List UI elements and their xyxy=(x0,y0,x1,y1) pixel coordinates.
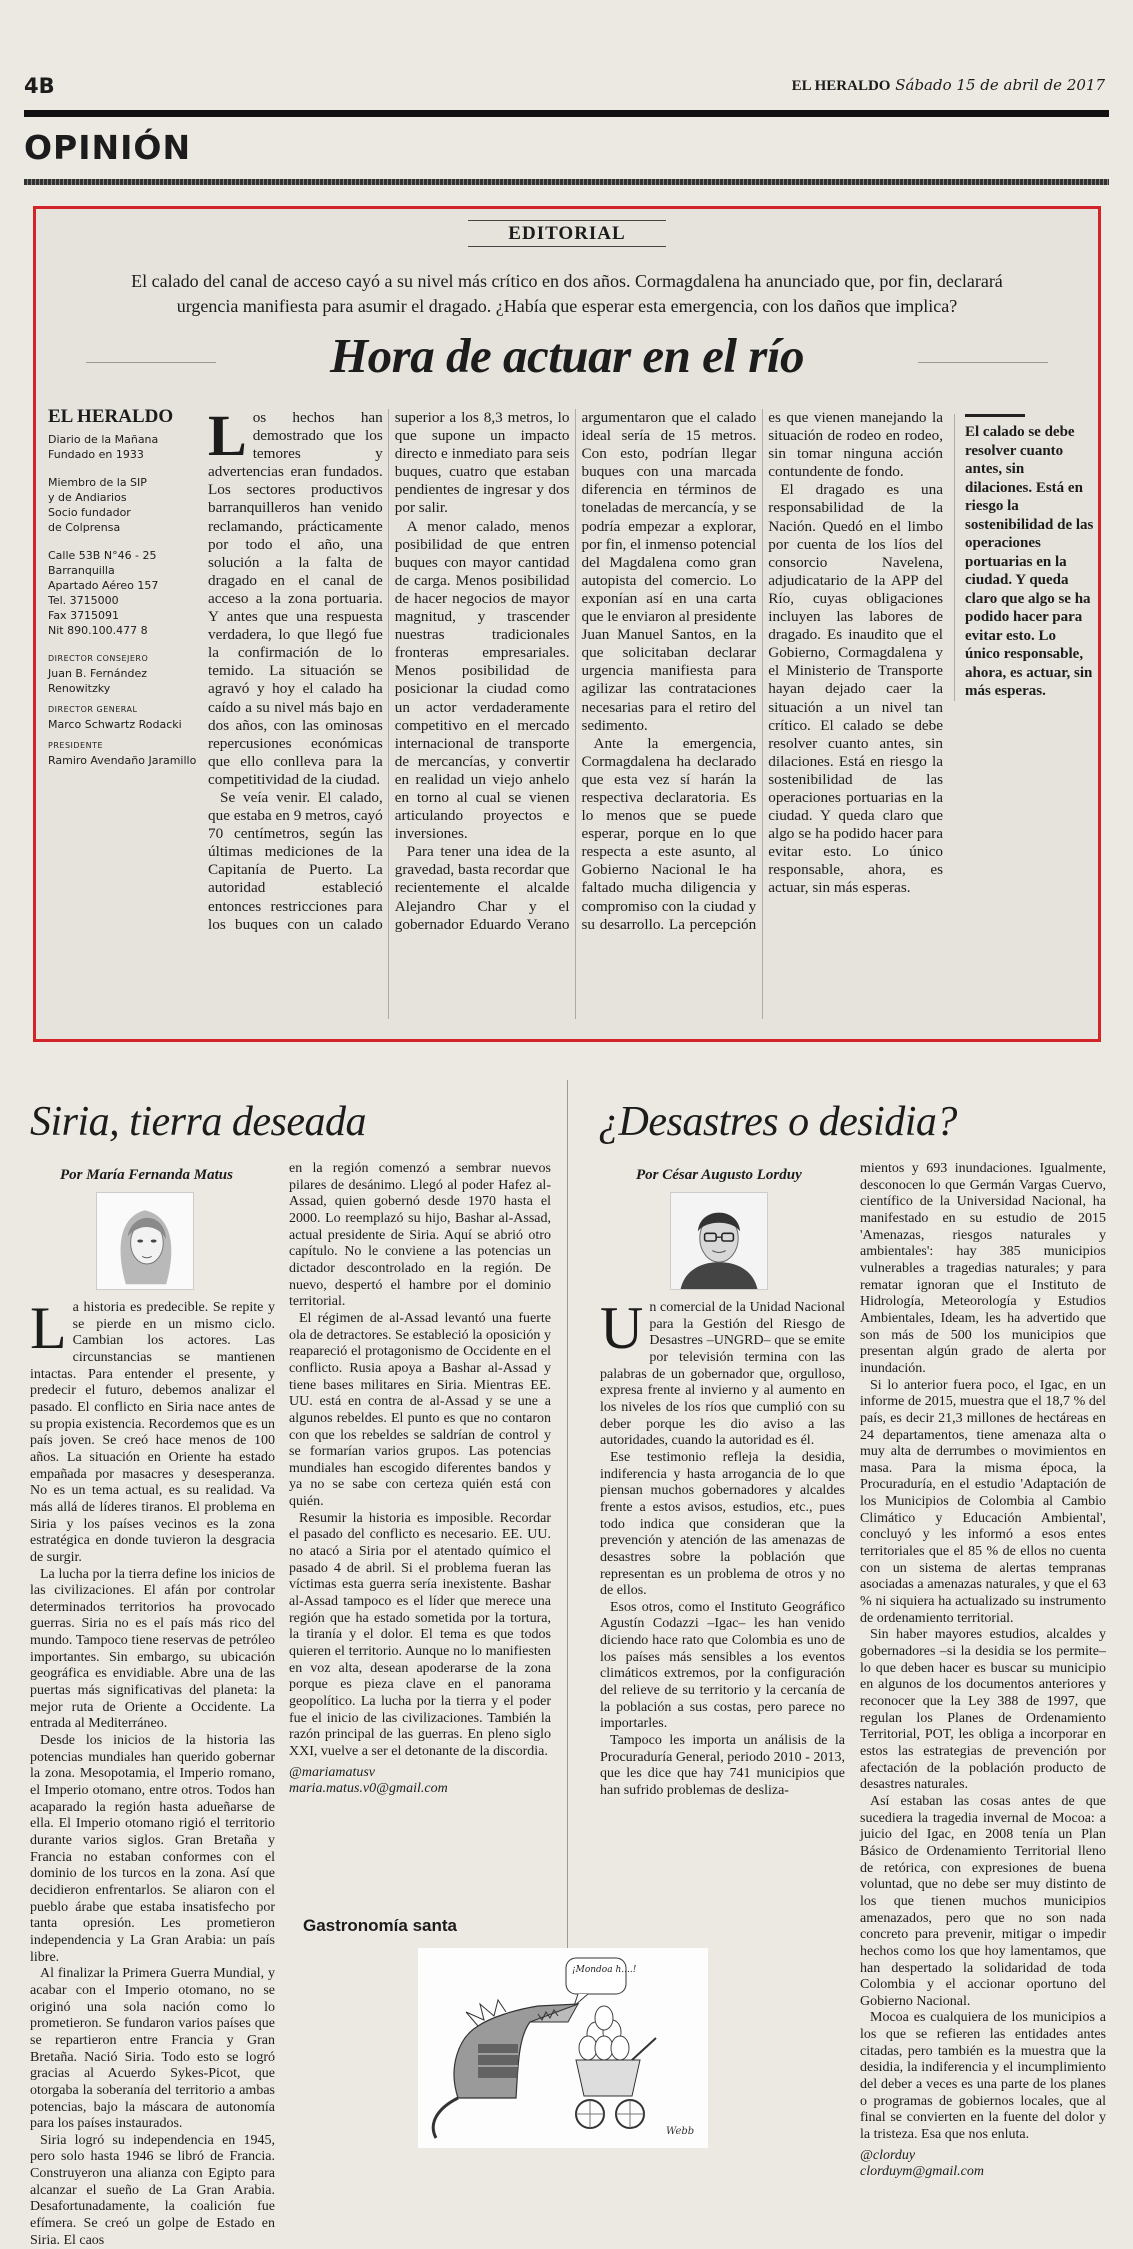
cartoon-image xyxy=(418,1948,708,2148)
editorial-lead: El calado del canal de acceso cayó a su nivel más crítico en dos años. Cormagdalena ha anunciado que, por fin, declarará urgencia manifiesta para asumir el dragado. ¿Había que esperar esta emergencia, con los daños que implica? xyxy=(131,271,1003,316)
siria-paragraph: Siria logró su independencia en 1945, pero solo hasta 1946 se libró de Francia. Construyeron una alianza con Egipto para alcanzar el sueño de La Gran Arabia. Desafortunadamente, la coalición fue efímera. Se creó un golpe de Estado en Siria. El caos xyxy=(30,2132,275,2248)
siria-author-portrait xyxy=(96,1192,194,1290)
masthead-staff: DIRECTOR CONSEJERO Juan B. Fernández Renowitzky DIRECTOR GENERAL Marco Schwartz Rodacki PRESIDENTE Ramiro Avendaño Jaramillo xyxy=(48,654,197,767)
siria-author-email[interactable]: maria.matus.v0@gmail.com xyxy=(289,1781,448,1797)
cartoonist-signature: Webb xyxy=(666,2126,695,2137)
desastres-column-b xyxy=(860,1161,1106,2180)
masthead-memberships: Miembro de la SIP y de Andiarios Socio fundador de Colprensa xyxy=(48,476,147,534)
page-folio: 4B xyxy=(24,74,55,98)
siria-byline: Por María Fernanda Matus xyxy=(60,1167,233,1183)
siria-paragraph: La historia es predecible. Se repite y se pierde en un mismo ciclo. Cambian los actores. Las circunstancias se mantienen intactas. Para entender el presente, y predecir el futuro, debemos analizar el pasado. El conflicto en Siria nace antes de su propia existencia. Recordemos que es un país joven. Se creó hace menos de 100 años. La situación en Oriente ha estado empañada por masacres y desesperanza. No es un tema actual, es su realidad. Va más allá de líderes tiranos. El problema en Siria y los países vecinos es la zona estratégica en donde tuvieron la desgracia de surgir. xyxy=(30,1295,275,1565)
desastres-paragraph: Si lo anterior fuera poco, el Igac, en un informe de 2015, muestra que el 18,7 % del país, es decir 21,3 millones de hectáreas en 24 departamentos, tiene amenaza alta o muy alta de derrumbes o movimientos en masa. Para la misma época, la Procuraduría, en el estudio 'Adaptación de los Municipios de Colombia al Cambio Climático y Educación Ambiental', concluyó y les informó a esos entes territoriales que el 85 % de ellos no cuenta con un sistema de alertas tempranas asociadas a amenazas naturales, y que el 63 % ni siquiera ha actualizado su instrumento de ordenamiento territorial. xyxy=(860,1377,1106,1626)
portrait-illustration-icon xyxy=(671,1193,767,1289)
desastres-author-handle[interactable]: @clorduy xyxy=(860,2147,916,2163)
editorial-paragraph: Los hechos han demostrado que los temores y advertencias eran fundados. Los sectores productivos barranquilleros han venido reclamando, prácticamente por todo el año, una solución a la falta de dragado en el canal de acceso a la zona portuaria. Y antes que una respuesta verdadera, lo que llegó fue la confirmación de lo temido. La situación se agravó y hoy el calado ha caído a su nivel más bajo en dos años, con las ominosas repercusiones económicas que ello conlleva para la competitividad de la ciudad. xyxy=(208,403,383,788)
publication-name: EL HERALDO xyxy=(791,78,891,94)
masthead-brand: EL HERALDO xyxy=(48,406,174,427)
cartoon-title: Gastronomía santa xyxy=(303,1916,457,1935)
crocodile-cartoon-icon xyxy=(418,1948,708,2148)
masthead-founding: Diario de la Mañana Fundado en 1933 xyxy=(48,433,159,461)
siria-paragraph: en la región comenzó a sembrar nuevos pilares de desánimo. Llegó al poder Hafez al-Assad, quien gobernó desde 1970 hasta el 2000. Lo reemplazó su hijo, Bashar al-Assad, actual presidente de Siria. Aquí se abrió otro capítulo. No le conviene a las potencias un dictador descontrolado en la región. De nuevo, despertó el hambre por el dominio territorial. xyxy=(289,1161,551,1310)
editorial-headline: Hora de actuar en el río xyxy=(36,327,1098,384)
siria-paragraph: Resumir la historia es imposible. Recordar el pasado del conflicto es necesario. EE. UU. no atacó a Siria por el atentado químico el pasado 4 de abril. Si el problema fueran las víctimas esta guerra sería inexistente. Bashar al-Assad tampoco es el líder que merece una región que ha estado sometida por la tortura, la tiranía y el dolor. El tema es que todos quieren el territorio. Aunque no lo manifiesten en voz alta, desean apoderarse de la zona porque es pieza clave en el panorama geopolítico. La lucha por la tierra y el poder fue el inicio de las civilizaciones. También la razón principal de las guerras. En pleno siglo XXI, vuelve a ser el detonante de la discordia. xyxy=(289,1510,551,1759)
masthead xyxy=(48,406,218,768)
siria-paragraph: Desde los inicios de la historia las potencias mundiales han querido gobernar la zona. Mesopotamia, el Imperio romano, el Imperio otomano, entre otros. Todos han acaparado la región hasta adueñarse de ella. El Imperio otomano rigió el territorio durante varios siglos. Gran Bretaña y Francia no estaban conformes con el dominio de los turcos en la zona. Así que decidieron enfrentarlos. Se aliaron con el pueblo árabe que estaba insatisfecho por tanta opresión. Les prometieron independencia y La Gran Arabia: un país libre. xyxy=(30,1733,275,1965)
siria-author-handle[interactable]: @mariamatusv xyxy=(289,1764,375,1780)
editorial-paragraph: Se veía venir. El calado, que estaba en 9 metros, cayó 70 centímetros, según las últimas mediciones de la Capitanía de Puerto. La autoridad estableció entonces restricciones para los buques con un calado superior a los 8,3 metros, lo que supone un impacto directo e inmediato para seis buques, cuatro que estaban pendientes de ingresar y dos por salir. xyxy=(208,409,570,933)
desastres-column-a xyxy=(600,1295,845,1940)
masthead-address: Calle 53B N°46 - 25 Barranquilla Apartado Aéreo 157 Tel. 3715000 Fax 3715091 Nit 890.100.477 8 xyxy=(48,549,159,637)
desastres-paragraph: Tampoco les importa un análisis de la Procuraduría General, periodo 2010 - 2013, que les dice que hay 741 municipios que han sufrido problemas de desliza- xyxy=(600,1733,845,1799)
siria-paragraph: Al finalizar la Primera Guerra Mundial, y acabar con el Imperio otomano, no se originó una sola nación como lo prometieron. Se fundaron varios países que se repartieron entre Francia y Gran Bretaña. Nació Siria. Todo esto se logró gracias al Acuerdo Sykes-Picot, que otorgaba la soberanía del territorio a ambas potencias, bajo la máscara de autonomía para los países instaurados. xyxy=(30,1966,275,2132)
siria-paragraph: La lucha por la tierra define los inicios de las civilizaciones. El afán por controlar determinados territorios ha provocado guerras. Siria no es el país más rico del mundo. Tampoco tiene reservas de petróleo importantes. Sin embargo, su ubicación geográfica es envidiable. Abre una de las puertas más significativas del planeta: la mejor ruta de Oriente a Occidente. La entrada al Mediterráneo. xyxy=(30,1566,275,1732)
top-rule xyxy=(24,110,1109,117)
desastres-paragraph: Así estaban las cosas antes de que sucediera la tragedia invernal de Mocoa: a juicio del Igac, en 2008 tenía un Plan Básico de Ordenamiento Territorial lleno de retórica, con expresiones de buena voluntad, que no debe ser muy distinto de los que tienen muchos municipios amenazados, pero que no son nada concreto para prevenir, mitigar o impedir hechos como los que hoy lamentamos, que han despertado la solidaridad de toda Colombia y el accionar oportuno del Gobierno Nacional. xyxy=(860,1793,1106,2009)
desastres-paragraph: Mocoa es cualquiera de los municipios a los que se refieren las entidades antes citadas, pero también es la muestra que la desidia, la indiferencia y el incumplimiento del deber a veces es una parte de los planes o programas de gobiernos locales, que al final se convierten en la fuente del dolor y la tristeza. Esa que nos enluta. xyxy=(860,2010,1106,2143)
desastres-paragraph: Esos otros, como el Instituto Geográfico Agustín Codazzi –Igac– les han venido diciendo hace rato que Colombia es uno de los países más sensibles a los eventos climáticos extremos, por la configuración del relieve de su territorio y la cercanía de la población a sus costas, pero parece no importarles. xyxy=(600,1599,845,1732)
siria-title: Siria, tierra deseada xyxy=(30,1099,366,1145)
editorial-paragraph: Ante la emergencia, Cormagdalena ha declarado que esta vez sí harán la respectiva declaratoria. Es lo menos que se puede esperar, porque en lo que respecta a este asunto, al Gobierno Nacional le ha faltado mucha diligencia y compromiso con la ciudad y su desarrollo. La percepción es que vienen manejando la situación de rodeo en rodeo, sin tomar ninguna acción contundente de fondo. xyxy=(581,409,943,933)
desastres-author-email[interactable]: clorduym@gmail.com xyxy=(860,2164,984,2180)
desastres-byline: Por César Augusto Lorduy xyxy=(636,1167,802,1183)
editorial-paragraph: A menor calado, menos posibilidad de que entren buques con mayor cantidad de carga. Menos posibilidad de hacer negocios de mayor magnitud, y trascender nuestras tradicionales fronteras empresariales. Menos posibilidad de posicionar la ciudad como un actor verdaderamente competitivo en el mercado internacional de transporte de mercancías, y convertir en realidad un viejo anhelo en torno al cual se vienen articulando proyectos e inversiones. xyxy=(394,517,570,843)
editorial-paragraph: Para tener una idea de la gravedad, basta recordar que recientemente el alcalde Alejandro Char y el gobernador Eduardo Verano argumentaron que el calado ideal sería de 15 metros. Con esto, podrían llegar buques con una marcada diferencia en términos de toneladas de mercancía, y se podría empezar a explorar, por fin, el inmenso potencial del Magdalena como gran autopista del comercio. Lo exponían así en una carta que le enviaron al presidente Juan Manuel Santos, en la que solicitaban declarar urgencia manifiesta para agilizar las contrataciones necesarias para el retiro del sedimento. xyxy=(394,409,757,933)
desastres-author-portrait xyxy=(670,1192,768,1290)
editorial-pull-quote: El calado se debe resolver cuanto antes, sin dilaciones. Está en riesgo la sostenibilidad de las operaciones portuarias en la ciudad. Y queda claro que algo se ha podido hacer para evitar esto. Lo único responsable, ahora, es actuar, sin más esperas. xyxy=(954,414,1094,701)
portrait-illustration-icon xyxy=(97,1193,193,1289)
editorial-paragraph: El dragado es una responsabilidad de la Nación. Quedó en el limbo por cuenta de los líos del consorcio Navelena, adjudicatario de la APP del Río, cuyas obligaciones incluyen las labores de dragado. Es inaudito que el Gobierno, Cormagdalena y el Ministerio de Transporte hayan dejado caer la situación a un nivel tan crítico. El calado se debe resolver cuanto antes, sin dilaciones. Está en riesgo la sostenibilidad de las operaciones portuarias en la ciudad. Y queda claro que algo se ha podido hacer para evitar esto. Lo único responsable, ahora, es actuar, sin más esperas. xyxy=(768,481,943,897)
section-rule xyxy=(24,179,1109,185)
issue-date: Sábado 15 de abril de 2017 xyxy=(895,76,1105,94)
siria-paragraph: El régimen de al-Assad levantó una fuerte ola de detractores. Se estableció la oposición y reapareció el protagonismo de Occidente en el conflicto. Rusia apoya a Bashar al-Assad y tiene bases militares en Siria. Mientras EE. UU. está en contra de al-Assad y se une a algunos rebeldes. El punto es que no contaron con que los rebeldes se saldrían de control y se formarían varios grupos. Las potencias mundiales han escogido diferentes bandos y ya no se sabe con certeza quién está con quién. xyxy=(289,1310,551,1510)
desastres-paragraph: mientos y 693 inundaciones. Igualmente, desconocen lo que Germán Vargas Cuervo, científico de la Universidad Nacional, ha manifestado en su estudio de 2015 'Amenazas, riesgos naturales y ambientales': hay 385 municipios vulnerables a tragedias naturales; y para rematar ignoran que el Instituto de Hidrología, Meteorología y Estudios Ambientales, Ideam, les ha advertido que son más de 500 los municipios que presentan algún grado de alerta por inundación. xyxy=(860,1161,1106,1376)
cartoon-speech: ¡Mondoa h....! xyxy=(572,1965,637,1975)
desastres-title: ¿Desastres o desidia? xyxy=(598,1099,957,1145)
desastres-paragraph: Ese testimonio refleja la desidia, indiferencia y hasta arrogancia de lo que piensan muchos gobernadores y alcaldes frente a estos avisos, estudios, etc., pues todo indica que consideran que la prevención y atención de las amenazas de desastres sobre la población que representan es un problema de otros y no de ellos. xyxy=(600,1449,845,1599)
publication-date xyxy=(792,76,1105,95)
editorial-body xyxy=(208,403,943,1019)
siria-column-b xyxy=(289,1161,551,1906)
editorial-box xyxy=(33,206,1101,1042)
editorial-kicker: EDITORIAL xyxy=(36,223,1098,245)
section-title: OPINIÓN xyxy=(24,128,192,167)
siria-column-a xyxy=(30,1295,275,2248)
desastres-paragraph: Sin haber mayores estudios, alcaldes y gobernadores –si la desidia se los permite– lo que deben hacer es buscar su municipio en algunos de los documentos anteriores y reconocer que la Ley 388 de 1997, que regulan los Planes de Ordenamiento Territorial, POT, les obliga a incorporar en estos las estrategias de prevención por afectación de la población producto de desastres naturales. xyxy=(860,1627,1106,1793)
desastres-paragraph: Un comercial de la Unidad Nacional para la Gestión del Riesgo de Desastres –UNGRD– que se emite por televisión termina con las palabras de un gobernador que, orgulloso, expresa frente al invierno y al aumento en los niveles de los ríos que cumplió con su deber porque les dio aviso a las autoridades, cuando la autoridad es él. xyxy=(600,1295,845,1449)
